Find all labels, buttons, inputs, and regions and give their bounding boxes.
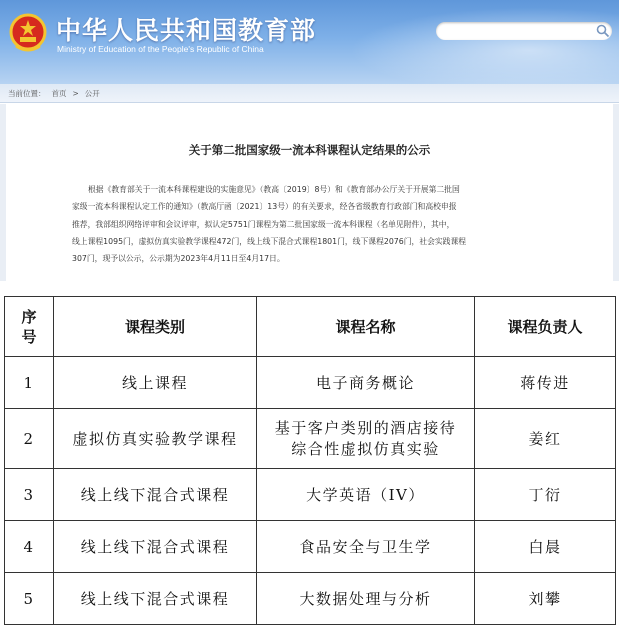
cell-no: 5 xyxy=(5,573,54,625)
cell-no: 1 xyxy=(5,357,54,409)
cell-no: 3 xyxy=(5,469,54,521)
site-banner xyxy=(0,0,619,84)
breadcrumb-current[interactable]: 公开 xyxy=(84,89,100,98)
cell-leader: 蒋传进 xyxy=(475,357,616,409)
notice-body xyxy=(72,181,562,267)
cell-leader: 白晨 xyxy=(475,521,616,573)
cell-name: 大学英语（IV） xyxy=(257,469,475,521)
notice-line: 根据《教育部关于一流本科课程建设的实施意见》（教高〔2019〕8号）和《教育部办公厅关于开展第二批国 xyxy=(88,185,460,194)
cell-name: 基于客户类别的酒店接待 综合性虚拟仿真实验 xyxy=(257,409,475,469)
cell-name: 大数据处理与分析 xyxy=(257,573,475,625)
cell-category: 线上线下混合式课程 xyxy=(54,521,257,573)
cell-name: 电子商务概论 xyxy=(257,357,475,409)
site-subtitle: Ministry of Education of the People's Republic of China xyxy=(57,44,264,54)
header-category: 课程类别 xyxy=(54,297,257,357)
notice-line: 307门，现予以公示，公示期为2023年4月11日至4月17日。 xyxy=(72,254,285,264)
cell-category: 虚拟仿真实验教学课程 xyxy=(54,409,257,469)
table-row xyxy=(5,357,616,409)
cell-category: 线上课程 xyxy=(54,357,257,409)
table-row xyxy=(5,409,616,469)
search-input[interactable] xyxy=(436,22,612,40)
cell-leader: 刘攀 xyxy=(475,573,616,625)
ministry-page-screenshot xyxy=(0,0,619,281)
cell-no: 2 xyxy=(5,409,54,469)
cell-leader: 姜红 xyxy=(475,409,616,469)
notice-line: 线上课程1095门，虚拟仿真实验教学课程472门，线上线下混合式课程1801门，线下课程2076门，社会实践课程 xyxy=(72,236,467,246)
cell-category: 线上线下混合式课程 xyxy=(54,573,257,625)
table-row xyxy=(5,521,616,573)
search-icon[interactable] xyxy=(596,24,610,38)
cell-leader: 丁衍 xyxy=(475,469,616,521)
national-emblem-icon xyxy=(8,12,48,54)
table-header-row xyxy=(5,297,616,357)
content-right-edge xyxy=(613,104,619,281)
course-table xyxy=(4,296,616,625)
site-title[interactable]: 中华人民共和国教育部 xyxy=(56,16,317,45)
table-row xyxy=(5,469,616,521)
cell-category: 线上线下混合式课程 xyxy=(54,469,257,521)
cell-name: 食品安全与卫生学 xyxy=(257,521,475,573)
breadcrumb-label: 当前位置： xyxy=(8,89,46,98)
breadcrumb-home-link[interactable]: 首页 xyxy=(51,89,67,98)
notice-title: 关于第二批国家级一流本科课程认定结果的公示 xyxy=(188,143,431,157)
notice-line: 家级一流本科课程认定工作的通知》（教高厅函〔2021〕13号）的有关要求，经各省级教育行政部门和高校申报 xyxy=(72,202,457,212)
header-no: 序 号 xyxy=(5,297,54,357)
breadcrumb xyxy=(8,88,106,99)
breadcrumb-separator: > xyxy=(72,89,79,98)
table-row xyxy=(5,573,616,625)
banner-decoration xyxy=(319,0,619,84)
cell-no: 4 xyxy=(5,521,54,573)
header-leader: 课程负责人 xyxy=(475,297,616,357)
notice-line: 推荐，我部组织网络评审和会议评审，拟认定5751门课程为第二批国家级一流本科课程（名单见附件），其中， xyxy=(72,219,455,229)
header-name: 课程名称 xyxy=(257,297,475,357)
